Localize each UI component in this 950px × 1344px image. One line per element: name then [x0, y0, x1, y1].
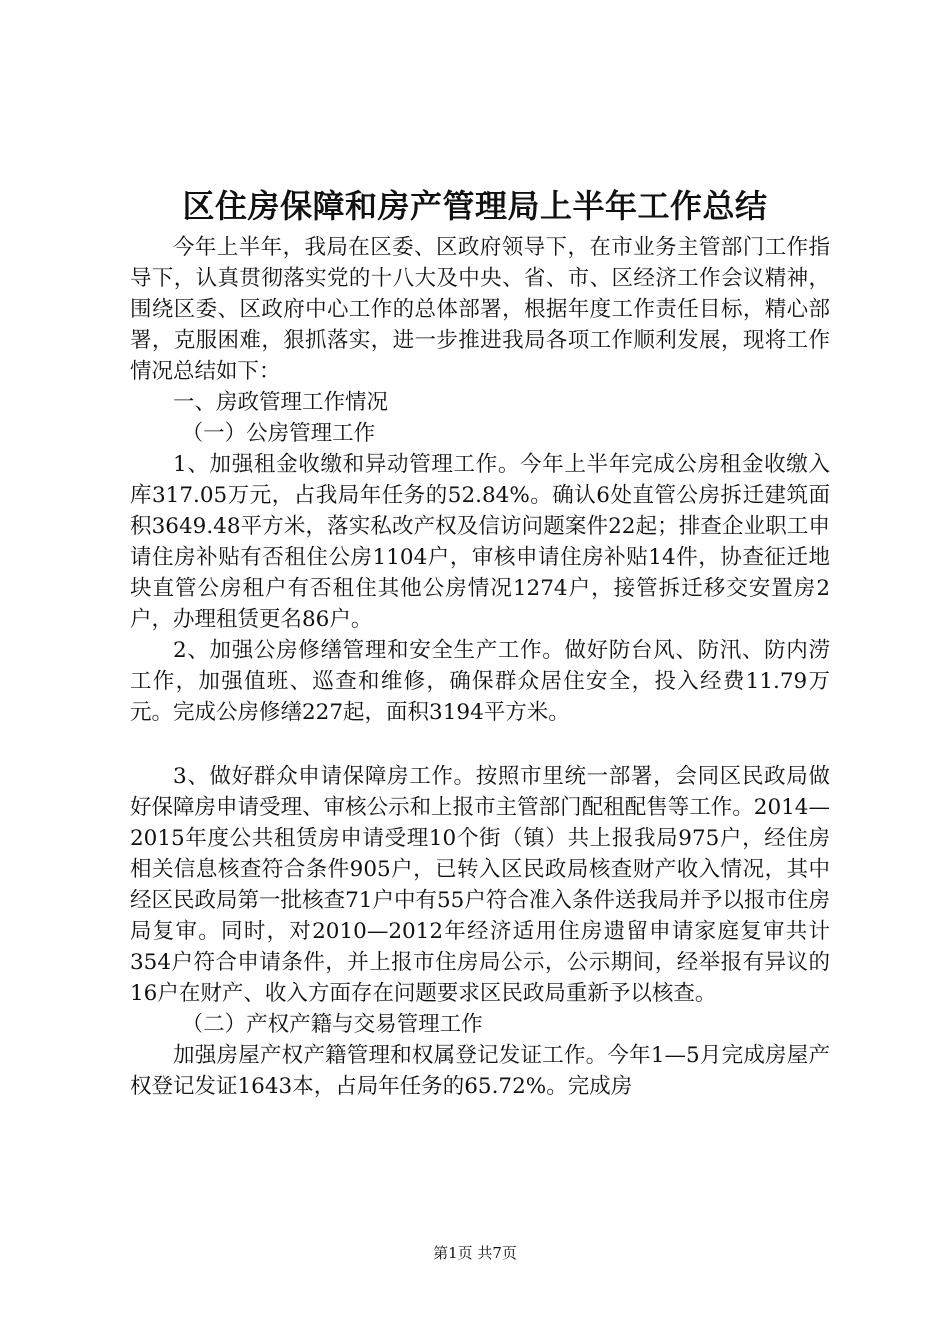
page-number-footer: 第1页 共7页 [433, 1244, 517, 1262]
paragraph-property-rights: 加强房屋产权产籍管理和权属登记发证工作。今年1—5月完成房屋产权登记发证1643本，占局年任务的65.72%。完成房 [130, 1043, 830, 1099]
paragraph-item-1: 1、加强租金收缴和异动管理工作。今年上半年完成公房租金收缴入库317.05万元，占我局年任务的52.84%。确认6处直管公房拆迁建筑面积3649.48平方米，落实私改产权及信访问题案件22起；排查企业职工申请住房补贴有否租住公房1104户，审核申请住房补贴14件，协查征迁地块直管公房租户有否租住其他公房情况1274户，接管拆迁移交安置房2户，办理租赁更名86户。 [130, 452, 830, 632]
heading-subsection-2: （二）产权产籍与交易管理工作 [181, 1012, 483, 1037]
heading-section-1: 一、房政管理工作情况 [173, 390, 389, 415]
paragraph-item-2: 2、加强公房修缮管理和安全生产工作。做好防台风、防汛、防内涝工作，加强值班、巡查和维修，确保群众居住安全，投入经费11.79万元。完成公房修缮227起，面积3194平方米。 [130, 638, 830, 725]
document-body [130, 232, 830, 1102]
heading-subsection-1: （一）公房管理工作 [181, 421, 376, 446]
paragraph-item-3: 3、做好群众申请保障房工作。按照市里统一部署，会同区民政局做好保障房申请受理、审核公示和上报市主管部门配租配售等工作。2014—2015年度公共租赁房申请受理10个街（镇）共上报我局975户，经住房相关信息核查符合条件905户，已转入区民政局核查财产收入情况，其中经区民政局第一批核查71户中有55户符合准入条件送我局并予以报市住房局复审。同时，对2010—2012年经济适用住房遗留申请家庭复审共计354户符合申请条件，并上报市住房局公示，公示期间，经举报有异议的16户在财产、收入方面存在问题要求区民政局重新予以核查。 [130, 764, 830, 1006]
document-title: 区住房保障和房产管理局上半年工作总结 [182, 187, 768, 225]
paragraph-intro: 今年上半年，我局在区委、区政府领导下，在市业务主管部门工作指导下，认真贯彻落实党的十八大及中央、省、市、区经济工作会议精神，围绕区委、区政府中心工作的总体部署，根据年度工作责任目标，精心部署，克服困难，狠抓落实，进一步推进我局各项工作顺利发展，现将工作情况总结如下： [130, 235, 830, 384]
